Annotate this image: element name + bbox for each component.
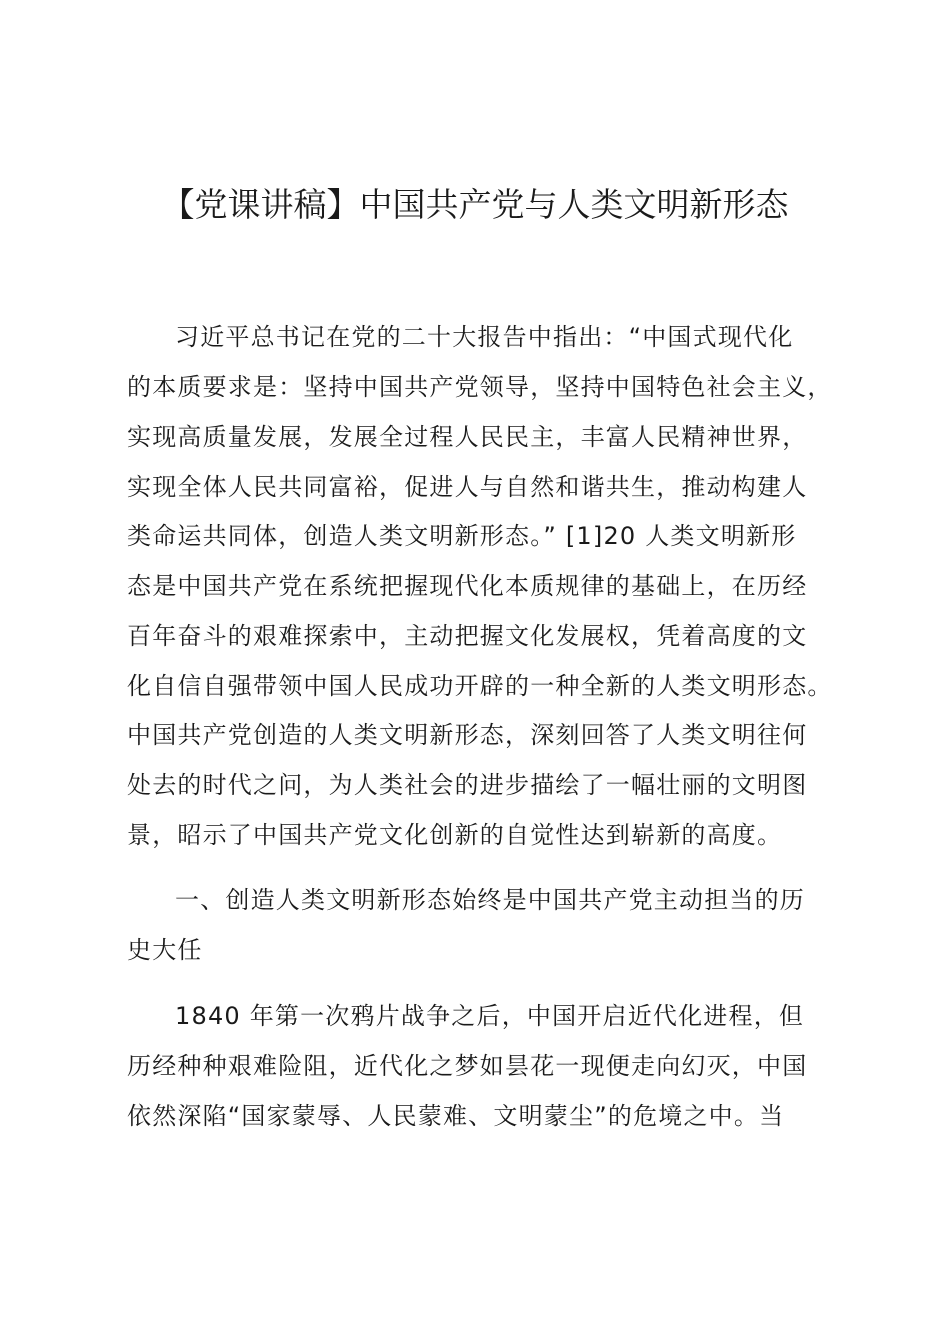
paragraph-line: 态是中国共产党在系统把握现代化本质规律的基础上，在历经: [127, 572, 808, 600]
paragraph-line: 化自信自强带领中国人民成功开辟的一种全新的人类文明形态。: [127, 672, 833, 700]
paragraph-line: 历经种种艰难险阻，近代化之梦如昙花一现便走向幻灭，中国: [127, 1052, 808, 1080]
paragraph-line: 习近平总书记在党的二十大报告中指出：“中国式现代化: [175, 323, 794, 351]
heading-line: 一、创造人类文明新形态始终是中国共产党主动担当的历: [175, 886, 805, 914]
paragraph-line: 类命运共同体，创造人类文明新形态。” [1]20 人类文明新形: [127, 522, 797, 550]
paragraph-line: 依然深陷“国家蒙辱、人民蒙难、文明蒙尘”的危境之中。当: [127, 1102, 785, 1130]
paragraph-line: 百年奋斗的艰难探索中，主动把握文化发展权，凭着高度的文: [127, 622, 808, 650]
paragraph-line: 实现全体人民共同富裕，促进人与自然和谐共生，推动构建人: [127, 473, 808, 501]
paragraph-line: 处去的时代之问，为人类社会的进步描绘了一幅壮丽的文明图: [127, 771, 808, 799]
paragraph-line: 中国共产党创造的人类文明新形态，深刻回答了人类文明往何: [127, 721, 808, 749]
paragraph-line: 1840 年第一次鸦片战争之后，中国开启近代化进程，但: [175, 1002, 805, 1030]
paragraph-line: 景，昭示了中国共产党文化创新的自觉性达到崭新的高度。: [127, 821, 783, 849]
paragraph-line: 实现高质量发展，发展全过程人民民主，丰富人民精神世界，: [127, 423, 808, 451]
paragraph-line: 的本质要求是：坚持中国共产党领导，坚持中国特色社会主义，: [127, 373, 833, 401]
document-title: 【党课讲稿】中国共产党与人类文明新形态: [161, 185, 789, 224]
heading-line: 史大任: [127, 936, 203, 964]
